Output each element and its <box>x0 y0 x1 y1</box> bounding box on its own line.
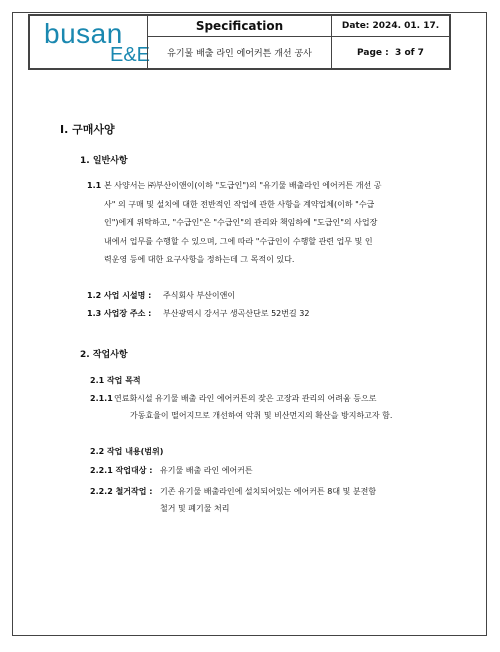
section-title-purchase-spec: Ⅰ. 구매사양 <box>60 123 115 136</box>
item-2-1-1-line: 가동효율이 떨어지므로 개선하여 악취 및 비산먼지의 확산을 방지하고자 함. <box>130 411 393 420</box>
logo-text-busan: busan <box>44 18 123 49</box>
item-1-1-line: 력운영 등에 대한 요구사항을 정하는데 그 목적이 있다. <box>104 255 295 264</box>
item-2-2-title: 2.2 작업 내용(범위) <box>90 447 164 456</box>
page-label: Page : <box>357 47 389 58</box>
item-2-1-1-line: 연료화시설 유기물 배출 라인 에어커튼의 잦은 고장과 관리의 어려움 등으로 <box>114 394 377 403</box>
item-1-1-line: 사" 의 구매 및 설치에 대한 전반적인 작업에 관한 사항을 계약업체(이하 "수급 <box>104 200 375 209</box>
item-2-2-2-label: 2.2.2 철거작업 : <box>90 487 153 496</box>
page-indicator <box>331 36 450 69</box>
item-2-2-1-value: 유기물 배출 라인 에어커튼 <box>160 466 253 475</box>
header-table <box>28 14 451 70</box>
item-1-2-value: 주식회사 부산이앤이 <box>163 291 236 300</box>
document-date: Date: 2024. 01. 17. <box>331 15 450 37</box>
page-number: 3 of 7 <box>395 47 424 58</box>
item-2-2-2-line: 철거 및 폐기물 처리 <box>160 504 230 513</box>
item-2-1-title: 2.1 작업 목적 <box>90 376 141 385</box>
item-1-1-number: 1.1 <box>87 181 102 190</box>
item-2-2-1-label: 2.2.1 작업대상 : <box>90 466 153 475</box>
subsection-general: 1. 일반사항 <box>80 156 128 166</box>
item-2-2-2-line: 기존 유기물 배출라인에 설치되어있는 에어커튼 8대 및 분전함 <box>160 487 377 496</box>
item-1-1-line: 본 사양서는 ㈜부산이앤이(이하 "도급인")의 "유기물 배출라인 에어커튼 개선 공 <box>104 181 382 190</box>
item-2-1-1-number: 2.1.1 <box>90 394 113 403</box>
spec-title: Specification <box>147 15 332 37</box>
subsection-work: 2. 작업사항 <box>80 350 128 360</box>
item-1-3-label: 1.3 사업장 주소 : <box>87 309 152 318</box>
document-page <box>12 12 487 636</box>
logo-text-ee: E&E <box>110 44 151 66</box>
item-1-1-line: 인")에게 위탁하고, "수급인"은 "수급인"의 관리와 책임하에 "도급인"의 사업장 <box>104 218 378 227</box>
project-subtitle: 유기물 배출 라인 에어커튼 개선 공사 <box>147 36 332 69</box>
item-1-1-line: 내에서 업무를 수행할 수 있으며, 그에 따라 "수급인이 수행할 관련 업무 및 인 <box>104 237 373 246</box>
item-1-2-label: 1.2 사업 시설명 : <box>87 291 152 300</box>
company-logo <box>29 15 151 69</box>
item-1-3-value: 부산광역시 강서구 생곡산단로 52번길 32 <box>163 309 310 318</box>
